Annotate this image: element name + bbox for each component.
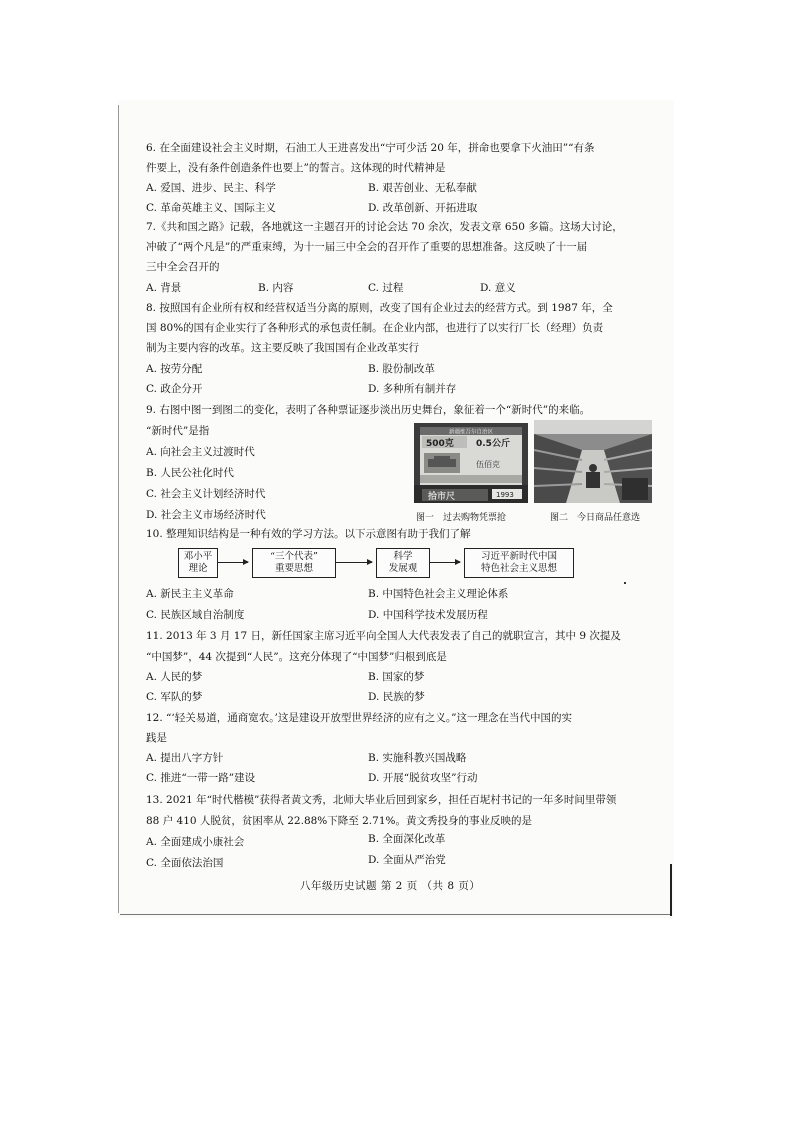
ticket-left-value: 500克 <box>426 439 454 449</box>
q10-option-c: C. 民族区域自治制度 <box>146 609 245 621</box>
ticket-center-text: 伍佰克 <box>476 460 500 469</box>
q13-stem-line1: 13. 2021 年“时代楷模”获得者黄文秀，北师大毕业后回到家乡，担任百坭村书记的一年多时间里带领 <box>146 794 617 806</box>
q6-option-b: B. 艰苦创业、无私奉献 <box>368 182 477 194</box>
q7-stem-line2: 冲破了“两个凡是”的严重束缚，为十一届三中全会的召开作了重要的思想准备。这反映了十一届 <box>146 241 588 253</box>
figure2-caption: 图二 今日商品任意选 <box>550 513 641 523</box>
q9-stem-line2: “新时代”是指 <box>146 425 210 437</box>
q7-option-d: D. 意义 <box>480 282 516 294</box>
q13-option-c: C. 全面依法治国 <box>146 857 224 869</box>
figure2-supermarket-photo <box>534 420 652 503</box>
q6-stem-line2: 件要上，没有条件创造条件也要上”的誓言。这体现的时代精神是 <box>146 162 446 174</box>
q7-stem-line1: 7.《共和国之路》记载，各地就这一主题召开的讨论会达 70 余次，发表文章 650 多篇。这场大讨论， <box>146 221 623 233</box>
q13-option-a: A. 全面建成小康社会 <box>146 836 245 848</box>
q11-option-b: B. 国家的梦 <box>368 671 425 683</box>
q13-option-b: B. 全面深化改革 <box>368 833 446 845</box>
flow-box-deng-theory: 邓小平 理论 <box>178 548 218 578</box>
page-left-edge <box>118 105 119 913</box>
q8-option-d: D. 多种所有制并存 <box>368 383 457 395</box>
q12-option-a: A. 提出八字方针 <box>146 752 224 764</box>
q11-option-d: D. 民族的梦 <box>368 691 425 703</box>
q6-stem-line1: 6. 在全面建设社会主义时期，石油工人王进喜发出“宁可少活 20 年，拼命也要拿下火油田”“有条 <box>146 142 595 154</box>
q8-stem-line1: 8. 按照国有企业所有权和经营权适当分离的原则，改变了国有企业过去的经营方式。到 1987 年，全 <box>146 302 613 314</box>
q8-option-b: B. 股份制改革 <box>368 363 435 375</box>
q6-option-d: D. 改革创新、开拓进取 <box>368 202 478 214</box>
flow-box-scientific-outlook: 科学 发展观 <box>376 548 430 578</box>
q12-stem-line1: 12. “‘轻关易道，通商宽农。’这是建设开放型世界经济的应有之义。”这一理念在当代中国的实 <box>146 712 572 724</box>
q10-option-d: D. 中国科学技术发展历程 <box>368 609 488 621</box>
q12-stem-line2: 践是 <box>146 732 167 744</box>
flow-box-three-represents: “三个代表” 重要思想 <box>252 548 336 578</box>
scan-speck <box>624 582 626 584</box>
flow-box-xi-thought: 习近平新时代中国 特色社会主义思想 <box>464 548 574 578</box>
q11-option-c: C. 军队的梦 <box>146 691 203 703</box>
ticket-bottom-text: 拾市尺 <box>428 492 456 502</box>
q7-option-c: C. 过程 <box>368 282 404 294</box>
figure1-ration-tickets <box>414 423 528 503</box>
page-right-mark <box>670 864 672 916</box>
q13-stem-line2: 88 户 410 人脱贫，贫困率从 22.88%下降至 2.71%。黄文秀投身的事业反映的是 <box>146 815 532 827</box>
q6-option-a: A. 爱国、进步、民主、科学 <box>146 182 276 194</box>
q7-stem-line3: 三中全会召开的 <box>146 261 220 273</box>
q12-option-d: D. 开展“脱贫攻坚”行动 <box>368 772 478 784</box>
q7-option-a: A. 背景 <box>146 282 182 294</box>
q10-stem: 10. 整理知识结构是一种有效的学习方法。以下示意图有助于我们了解 <box>146 528 471 540</box>
q13-option-d: D. 全面从严治党 <box>368 854 446 866</box>
q8-option-a: A. 按劳分配 <box>146 363 203 375</box>
ration-ticket-illustration <box>414 423 528 503</box>
q9-option-c: C. 社会主义计划经济时代 <box>146 488 266 500</box>
q12-option-b: B. 实施科教兴国战略 <box>368 752 467 764</box>
q8-stem-line2: 国 80%的国有企业实行了各种形式的承包责任制。在企业内部，也进行了以实行厂长（经理）负责 <box>146 322 604 334</box>
supermarket-illustration <box>534 420 652 503</box>
q11-stem-line2: “中国梦”，44 次提到“人民”。这充分体现了“中国梦”归根到底是 <box>146 651 447 663</box>
flow-arrow-1 <box>218 562 248 563</box>
figure1-caption: 图一 过去购物凭票抢 <box>416 513 507 523</box>
q9-stem-line1: 9. 右图中图一到图二的变化，表明了各种票证逐步淡出历史舞台，象征着一个“新时代”的来临。 <box>146 404 591 416</box>
flow-arrow-3 <box>430 562 460 563</box>
q6-option-c: C. 革命英雄主义、国际主义 <box>146 202 276 214</box>
q9-option-d: D. 社会主义市场经济时代 <box>146 509 266 521</box>
page-bottom-edge <box>120 914 672 915</box>
q10-option-b: B. 中国特色社会主义理论体系 <box>368 588 509 600</box>
q10-option-a: A. 新民主主义革命 <box>146 588 234 600</box>
ticket-year: 1993 <box>496 491 514 499</box>
q8-option-c: C. 政企分开 <box>146 383 203 395</box>
q11-stem-line1: 11. 2013 年 3 月 17 日，新任国家主席习近平向全国人大代表发表了自己的就职宣言，其中 9 次提及 <box>146 630 621 642</box>
q9-option-b: B. 人民公社化时代 <box>146 467 234 479</box>
ticket-top-text: 新疆维吾尔自治区 <box>448 429 494 436</box>
q9-option-a: A. 向社会主义过渡时代 <box>146 446 255 458</box>
q8-stem-line3: 制为主要内容的改革。这主要反映了我国国有企业改革实行 <box>146 342 419 354</box>
q11-option-a: A. 人民的梦 <box>146 671 203 683</box>
q7-option-b: B. 内容 <box>258 282 294 294</box>
page-footer: 八年级历史试题 第 2 页 （共 8 页） <box>300 880 481 892</box>
q12-option-c: C. 推进“一带一路”建设 <box>146 772 256 784</box>
ticket-right-value: 0.5公斤 <box>476 439 510 449</box>
flow-arrow-2 <box>336 562 372 563</box>
